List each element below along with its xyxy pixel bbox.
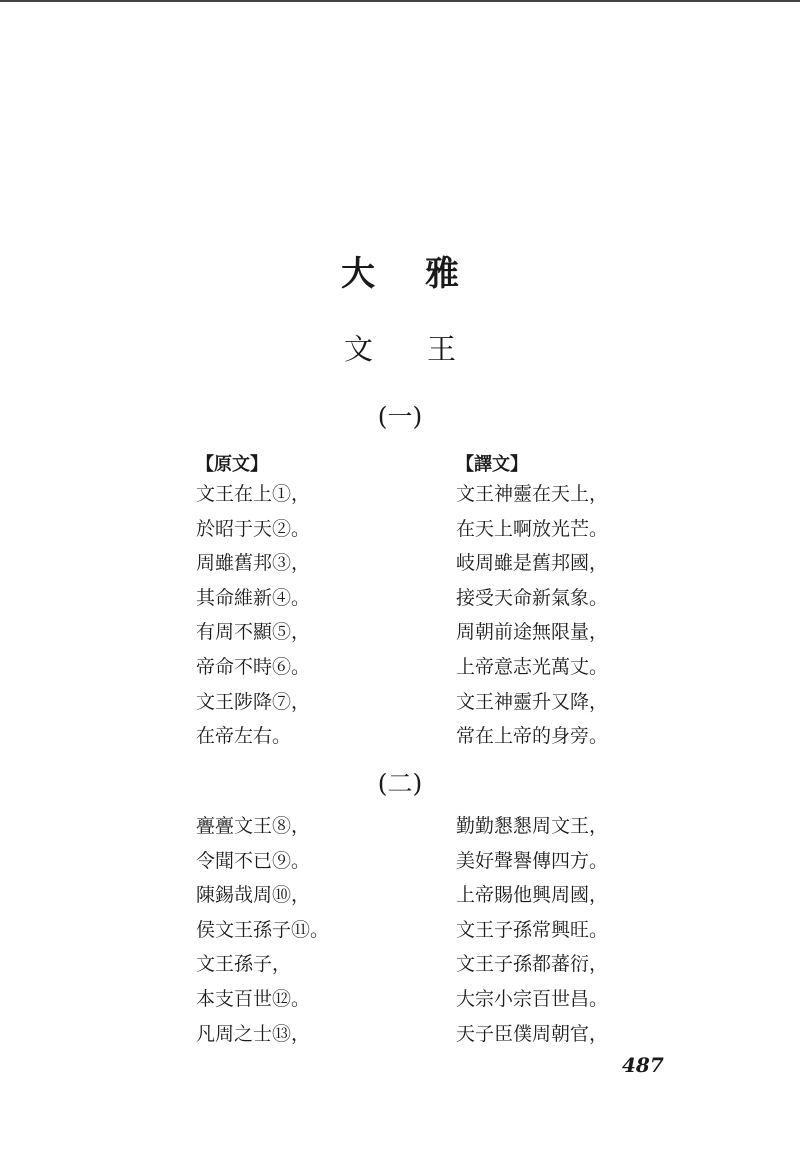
translation-line: 文王子孫都蕃衍，: [456, 953, 609, 976]
translation-line: 勤勤懇懇周文王，: [456, 815, 609, 837]
section-label-1: (一): [377, 402, 423, 431]
original-text-header: 【原文】: [196, 454, 268, 475]
page-number: 487: [622, 1053, 664, 1077]
translation-line: 在天上啊放光芒。: [456, 517, 609, 540]
section-2-original-column: [196, 809, 329, 1051]
section-label-2: (二): [377, 769, 423, 798]
book-title: 大雅: [341, 254, 509, 294]
original-line: 帝命不時⑥。: [196, 655, 311, 678]
translation-line: 常在上帝的身旁。: [456, 725, 609, 748]
original-line: 周雖舊邦③，: [196, 552, 311, 575]
translation-line: 文王神靈在天上，: [456, 483, 609, 505]
original-line: 令聞不已⑨。: [196, 849, 311, 872]
original-line: 文王陟降⑦，: [196, 690, 311, 713]
original-line: 在帝左右。: [196, 725, 292, 748]
original-line: 於昭于天②。: [196, 517, 311, 540]
translation-line: 文王神靈升又降，: [456, 690, 609, 713]
translation-header: 【譯文】: [456, 454, 528, 475]
page-top-rule: [0, 0, 800, 2]
original-line: 其命維新④。: [196, 586, 311, 609]
translation-line: 美好聲譽傳四方。: [456, 849, 609, 872]
original-line: 有周不顯⑤，: [196, 621, 311, 644]
translation-line: 文王子孫常興旺。: [456, 918, 609, 941]
original-line: 侯文王孫子⑪。: [196, 918, 330, 941]
original-line: 文王孫子，: [196, 953, 292, 976]
translation-line: 天子臣僕周朝官，: [456, 1022, 609, 1045]
section-1-translation-column: [456, 477, 608, 754]
original-line: 陳錫哉周⑩，: [196, 884, 311, 907]
translation-line: 岐周雖是舊邦國，: [456, 552, 609, 575]
translation-line: 大宗小宗百世昌。: [456, 987, 609, 1010]
section-1-original-column: [196, 477, 310, 754]
original-line: 本支百世⑫。: [196, 987, 311, 1010]
original-line: 亹亹文王⑧，: [196, 815, 311, 837]
section-2-translation-column: [456, 809, 608, 1051]
translation-line: 上帝賜他興周國，: [456, 884, 609, 907]
translation-line: 周朝前途無限量，: [456, 621, 609, 644]
poem-title: 文王: [343, 332, 510, 366]
translation-line: 接受天命新氣象。: [456, 586, 609, 609]
translation-line: 上帝意志光萬丈。: [456, 655, 609, 678]
original-line: 凡周之士⑬，: [196, 1022, 311, 1045]
original-line: 文王在上①，: [196, 483, 311, 505]
